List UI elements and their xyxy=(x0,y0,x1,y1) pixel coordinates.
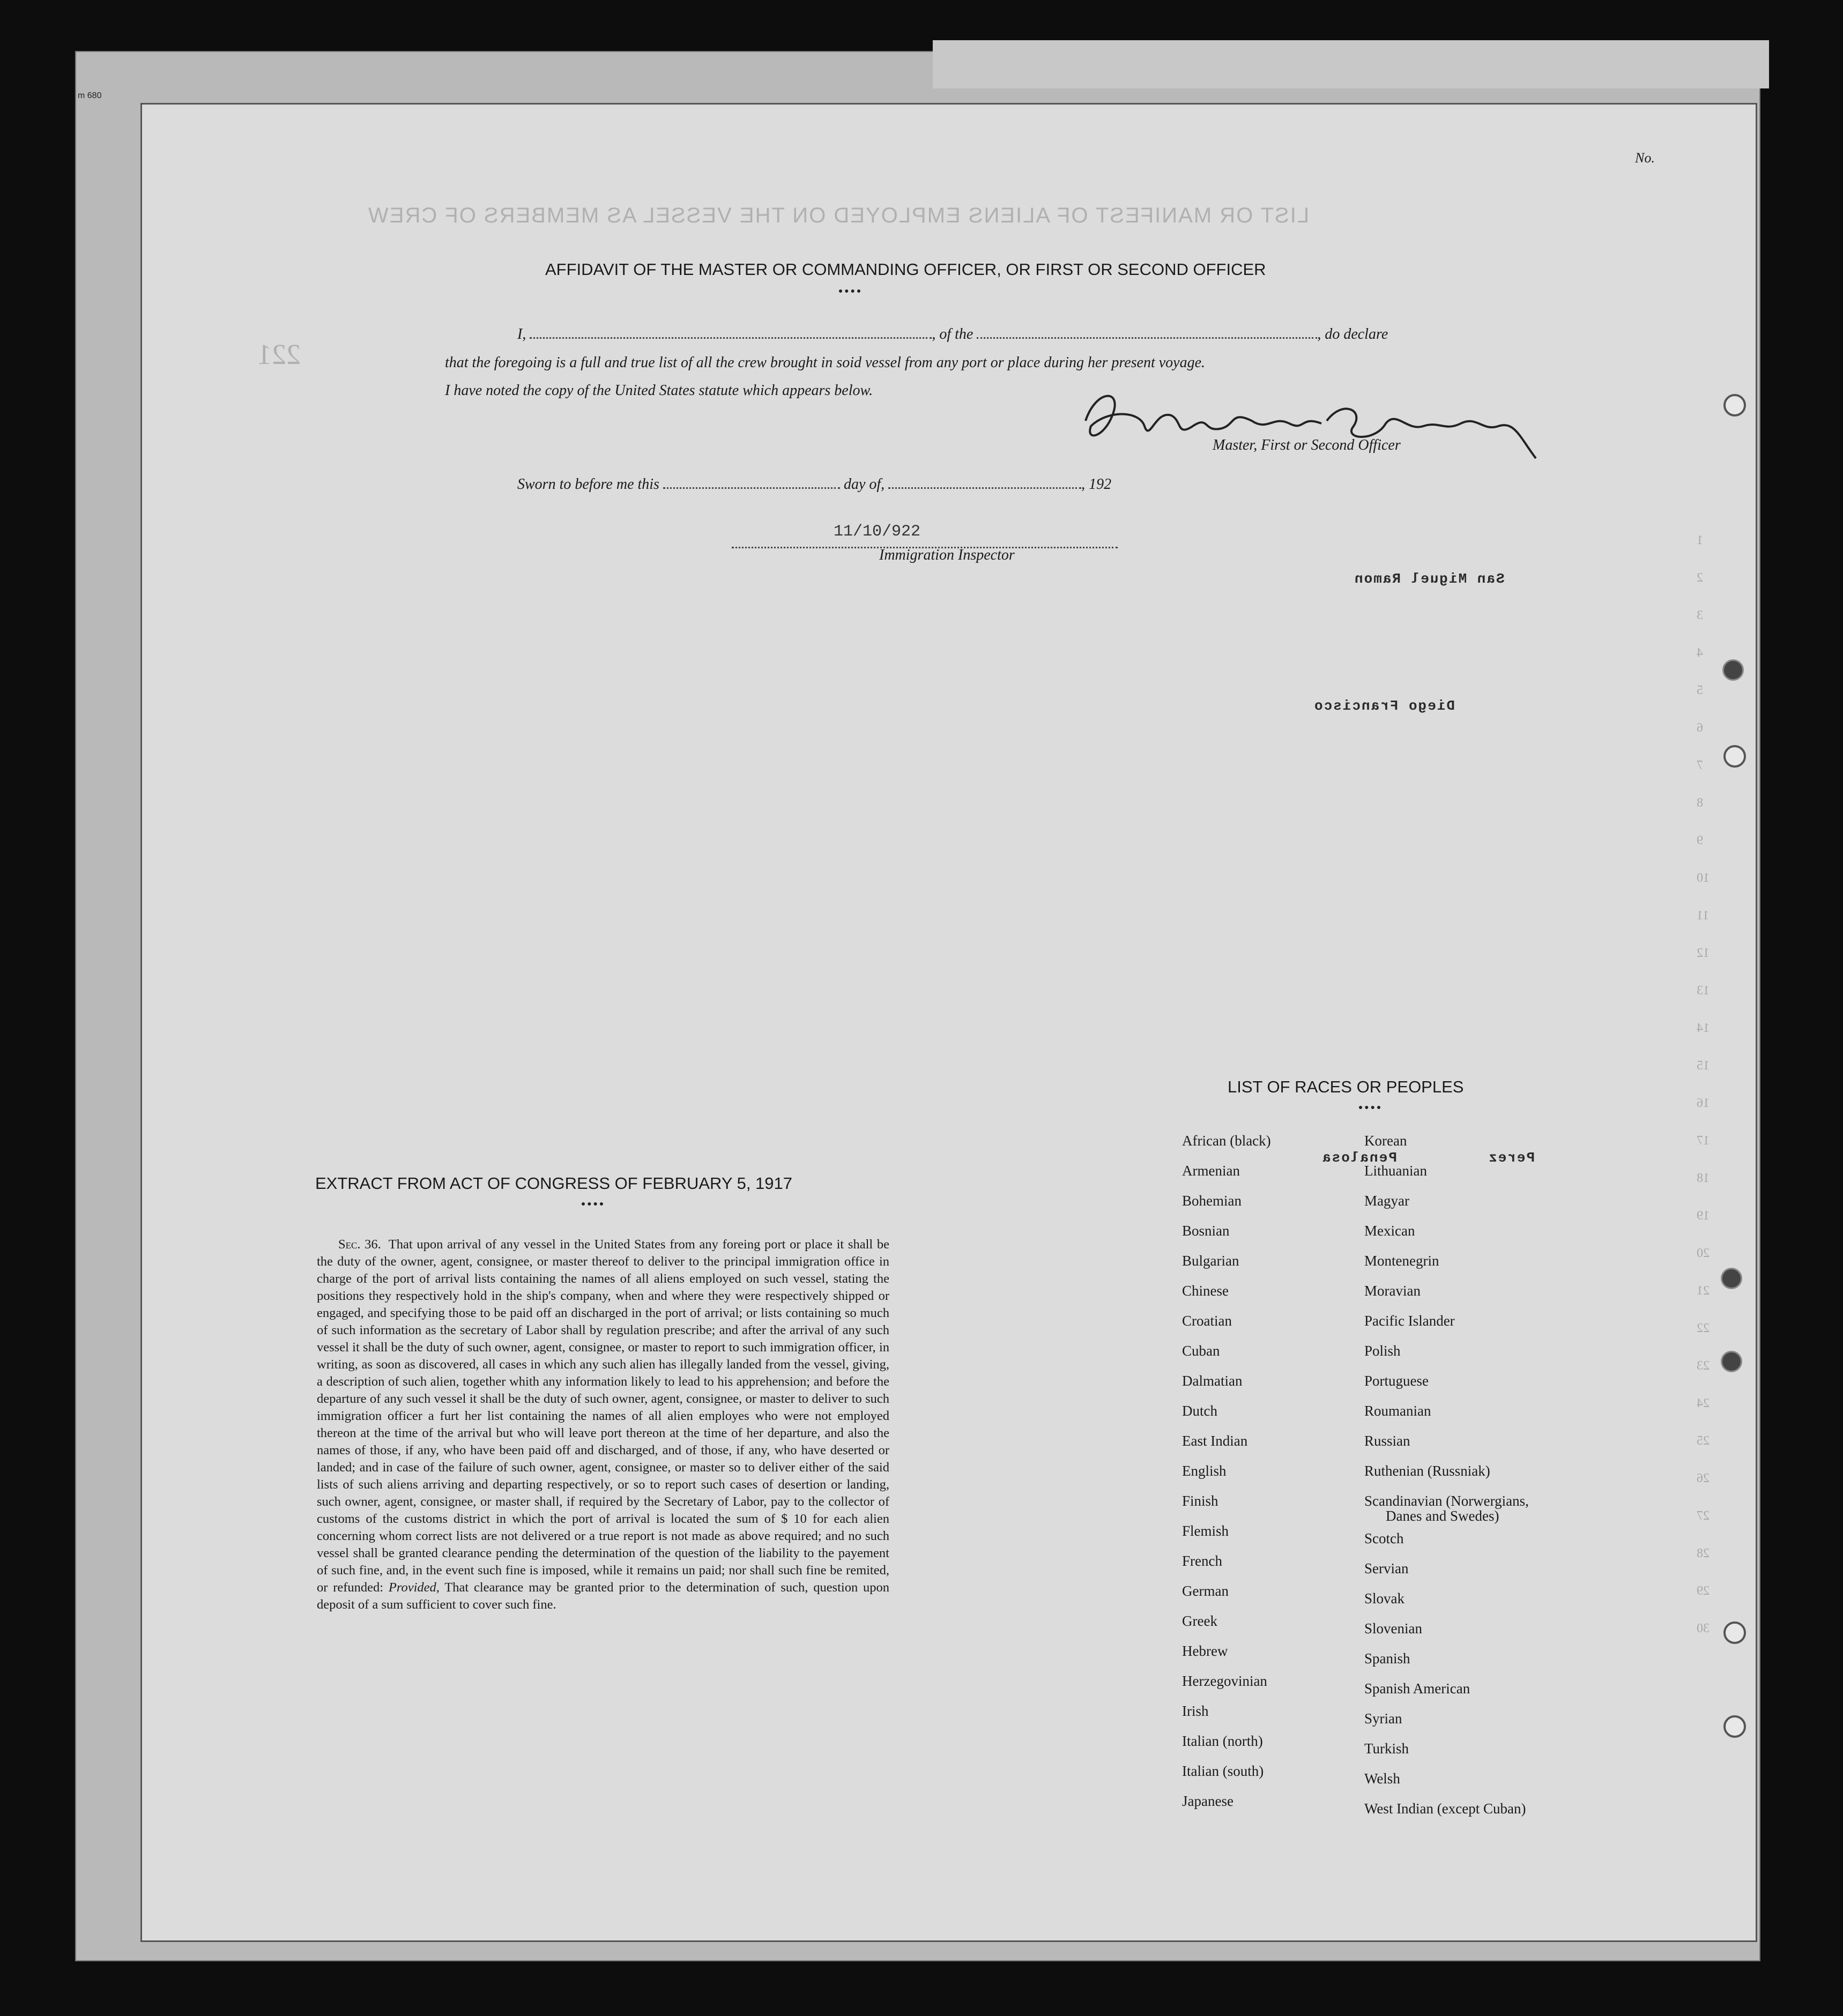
race-item: Lithuanian xyxy=(1364,1163,1427,1179)
race-item: Syrian xyxy=(1364,1710,1402,1727)
reverse-row-number: 10 xyxy=(1697,871,1710,885)
extract-title: EXTRACT FROM ACT OF CONGRESS OF FEBRUARY 5, 1917 xyxy=(315,1174,793,1193)
punch-hole xyxy=(1723,1715,1746,1738)
race-item: French xyxy=(1182,1553,1222,1569)
sworn-year: , 192 xyxy=(1081,476,1112,493)
master-label: Master, First or Second Officer xyxy=(1213,437,1401,453)
reverse-row-number: 30 xyxy=(1697,1621,1710,1635)
number-label: No. xyxy=(1635,150,1655,166)
races-column-2 xyxy=(1364,1126,1529,1824)
race-item: Bosnian xyxy=(1182,1223,1230,1239)
affidavit-line-1 xyxy=(517,326,1388,343)
sworn-day-blank xyxy=(663,482,840,489)
race-item: English xyxy=(1182,1463,1227,1479)
reverse-row-number: 15 xyxy=(1697,1059,1710,1073)
punch-hole xyxy=(1722,659,1744,681)
reverse-row-number: 20 xyxy=(1697,1246,1710,1260)
race-item: Korean xyxy=(1364,1133,1407,1149)
race-item-continued: Danes and Swedes) xyxy=(1386,1508,1499,1524)
reverse-row-number: 12 xyxy=(1697,946,1710,960)
reverse-row-number: 28 xyxy=(1697,1546,1710,1560)
vessel-name-blank xyxy=(977,332,1317,339)
reverse-row-number: 4 xyxy=(1697,646,1703,660)
reverse-row-number: 25 xyxy=(1697,1434,1710,1448)
reverse-row-number: 1 xyxy=(1697,533,1703,547)
reverse-row-number: 27 xyxy=(1697,1509,1710,1523)
race-item: Slovak xyxy=(1364,1590,1405,1606)
master-signature xyxy=(1075,378,1547,469)
reverse-row-number: 26 xyxy=(1697,1471,1710,1485)
line1-of: , of the xyxy=(932,326,973,343)
race-item: Chinese xyxy=(1182,1283,1229,1299)
races-column-1 xyxy=(1182,1126,1271,1816)
line1-declare: , do declare xyxy=(1317,326,1388,343)
race-item: Scandinavian (Norwergians, xyxy=(1364,1493,1529,1509)
race-item: Cuban xyxy=(1182,1343,1220,1359)
reverse-row-number: 19 xyxy=(1697,1209,1710,1223)
punch-hole xyxy=(1723,394,1746,416)
race-item: German xyxy=(1182,1583,1229,1599)
title-separator xyxy=(839,289,860,293)
race-item: Flemish xyxy=(1182,1523,1229,1539)
race-item: Dutch xyxy=(1182,1403,1217,1419)
race-item: Scotch xyxy=(1364,1530,1404,1546)
race-item: Turkish xyxy=(1364,1740,1409,1757)
reverse-row-number: 2 xyxy=(1697,571,1703,585)
extract-body xyxy=(317,1236,889,1613)
reverse-row-number: 3 xyxy=(1697,608,1703,622)
reverse-row-number: 5 xyxy=(1697,683,1703,697)
affidavit-line-3: I have noted the copy of the United States statute which appears below. xyxy=(445,382,873,399)
inspector-label: Immigration Inspector xyxy=(879,547,1015,563)
punch-hole xyxy=(1721,1351,1742,1372)
race-item: Servian xyxy=(1364,1560,1409,1576)
race-item: Japanese xyxy=(1182,1793,1233,1809)
race-item: Dalmatian xyxy=(1182,1373,1243,1389)
race-item: West Indian (except Cuban) xyxy=(1364,1801,1526,1817)
stamped-name: Perez xyxy=(1488,1150,1535,1166)
race-item: Mexican xyxy=(1364,1223,1415,1239)
race-item: Finish xyxy=(1182,1493,1218,1509)
inspector-date: 11/10/922 xyxy=(834,523,921,541)
race-item: Polish xyxy=(1364,1343,1401,1359)
extract-section-label: Sec. 36. xyxy=(338,1237,381,1252)
race-item: Greek xyxy=(1182,1613,1217,1629)
race-item: Pacific Islander xyxy=(1364,1313,1455,1329)
reverse-number-bleed: 221 xyxy=(257,338,301,370)
reverse-row-number: 16 xyxy=(1697,1096,1710,1110)
form-number: m 680 xyxy=(78,91,102,100)
affidavit-title: AFFIDAVIT OF THE MASTER OR COMMANDING OFFICER, OR FIRST OR SECOND OFFICER xyxy=(545,260,1266,279)
race-item: Montenegrin xyxy=(1364,1253,1439,1269)
reverse-row-number: 6 xyxy=(1697,721,1703,735)
race-item: Roumanian xyxy=(1364,1403,1431,1419)
race-item: Armenian xyxy=(1182,1163,1240,1179)
sworn-prefix: Sworn to before me this xyxy=(517,476,659,493)
race-item: Italian (north) xyxy=(1182,1733,1263,1749)
race-item: Italian (south) xyxy=(1182,1763,1264,1779)
race-item: Moravian xyxy=(1364,1283,1421,1299)
sworn-day: day of, xyxy=(843,476,885,493)
extract-separator xyxy=(582,1202,603,1206)
reverse-row-number: 11 xyxy=(1697,909,1710,923)
manifest-page xyxy=(142,105,1756,1940)
sworn-line xyxy=(517,476,1111,493)
stamped-name: Penalosa xyxy=(1321,1150,1397,1166)
races-title: LIST OF RACES OR PEOPLES xyxy=(1228,1077,1464,1096)
stamped-name: Diego Francisco xyxy=(1313,698,1455,714)
reverse-title-bleed: LIST OR MANIFEST OF ALIENS EMPLOYED ON THE VESSEL AS MEMBERS OF CREW xyxy=(367,204,1310,227)
race-item: Welsh xyxy=(1364,1770,1400,1787)
reverse-row-number: 29 xyxy=(1697,1584,1710,1598)
master-name-blank xyxy=(530,332,932,339)
back-sheet-tab xyxy=(933,40,1769,88)
race-item: Slovenian xyxy=(1364,1620,1422,1636)
punch-hole xyxy=(1721,1268,1742,1289)
race-item: Spanish xyxy=(1364,1650,1410,1667)
race-item: Bohemian xyxy=(1182,1193,1242,1209)
race-item: Ruthenian (Russniak) xyxy=(1364,1463,1490,1479)
reverse-row-number: 17 xyxy=(1697,1134,1710,1148)
reverse-row-number: 21 xyxy=(1697,1284,1710,1298)
race-item: Portuguese xyxy=(1364,1373,1429,1389)
affidavit-line-2: that the foregoing is a full and true list of all the crew brought in soid vessel from any port or place during her present voyage. xyxy=(445,354,1206,371)
extract-text: That upon arrival of any vessel in the United States from any foreing port or place it shall be the duty of the owner, agent, consignee, or master thereof to deliver to the principal immigration office in charge of the port of arrival lists containing the names of all aliens employed on such vessel, stating the positions they respectively hold in the ship's company, when and where they were respectively shipped or engaged, and specifying those to be paid off an discharged in the port of arrival; or lists containing so much of such information as the secretary of Labor shall by regulation prescribe; and after the arrival of any such vessel it shall be the duty of such owner, agent, consignee, or master to report to such immigration officer, in writing, as soon as discovered, all cases in which any such alien has illegally landed from the vessel, giving, a description of such alien, together whith any information likely to lead to his apprehension; and before the departure of any such vessel it shall be the duty of such owner, agent, consignee, or master to deliver to such immigration officer a furt her list containing the names of all alien employes who were not employed thereon at the time of the arrival but who will leave port thereon at the time of her departure, and also the names of those, if any, who have been paid off and discharged, and of those, if any, who have deserted or landed; and in case of the failure of such owner, agent, consignee, or master so to deliver either of the said lists of such aliens arriving and departing respectively, or so to report such cases of desertion or landing, such owner, agent, consignee, or master shall, if required by the Secretary of Labor, pay to the collector of customs of the customs district in which the port of arrival is located the sum of $ 10 for each alien concerning whom correct lists are not delivered or a true report is not made as above required; and no such vessel shall be granted clearance pending the determination of the question of the liability to the payement of such fine, and, in the event such fine is imposed, while it remains un paid; nor shall such fine be remited, or refunded: xyxy=(317,1237,889,1595)
reverse-row-number: 8 xyxy=(1697,796,1703,810)
race-item: East Indian xyxy=(1182,1433,1248,1449)
sworn-month-blank xyxy=(888,482,1081,489)
race-item: Hebrew xyxy=(1182,1643,1228,1659)
line1-i: I, xyxy=(517,326,526,343)
race-item: Russian xyxy=(1364,1433,1410,1449)
reverse-row-number: 7 xyxy=(1697,758,1703,772)
races-separator xyxy=(1359,1106,1380,1109)
reverse-row-number: 18 xyxy=(1697,1171,1710,1185)
race-item: Croatian xyxy=(1182,1313,1232,1329)
reverse-row-number: 24 xyxy=(1697,1396,1710,1410)
extract-provided: Provided, xyxy=(388,1580,440,1595)
stamped-name: San Miguel Ramon xyxy=(1354,571,1505,587)
race-item: African (black) xyxy=(1182,1133,1271,1149)
reverse-row-number: 13 xyxy=(1697,984,1710,998)
race-item: Spanish American xyxy=(1364,1680,1470,1697)
punch-hole xyxy=(1723,745,1746,768)
race-item: Magyar xyxy=(1364,1193,1409,1209)
reverse-row-number: 22 xyxy=(1697,1321,1710,1335)
reverse-row-number: 9 xyxy=(1697,834,1703,847)
race-item: Herzegovinian xyxy=(1182,1673,1267,1689)
race-item: Bulgarian xyxy=(1182,1253,1239,1269)
punch-hole xyxy=(1723,1621,1746,1644)
reverse-row-number: 14 xyxy=(1697,1021,1710,1035)
reverse-row-number: 23 xyxy=(1697,1359,1710,1373)
extract-tail: That clearance may be granted prior to the determination of such, question upon deposit of a sum sufficient to cover such fine. xyxy=(317,1580,889,1612)
race-item: Irish xyxy=(1182,1703,1209,1719)
